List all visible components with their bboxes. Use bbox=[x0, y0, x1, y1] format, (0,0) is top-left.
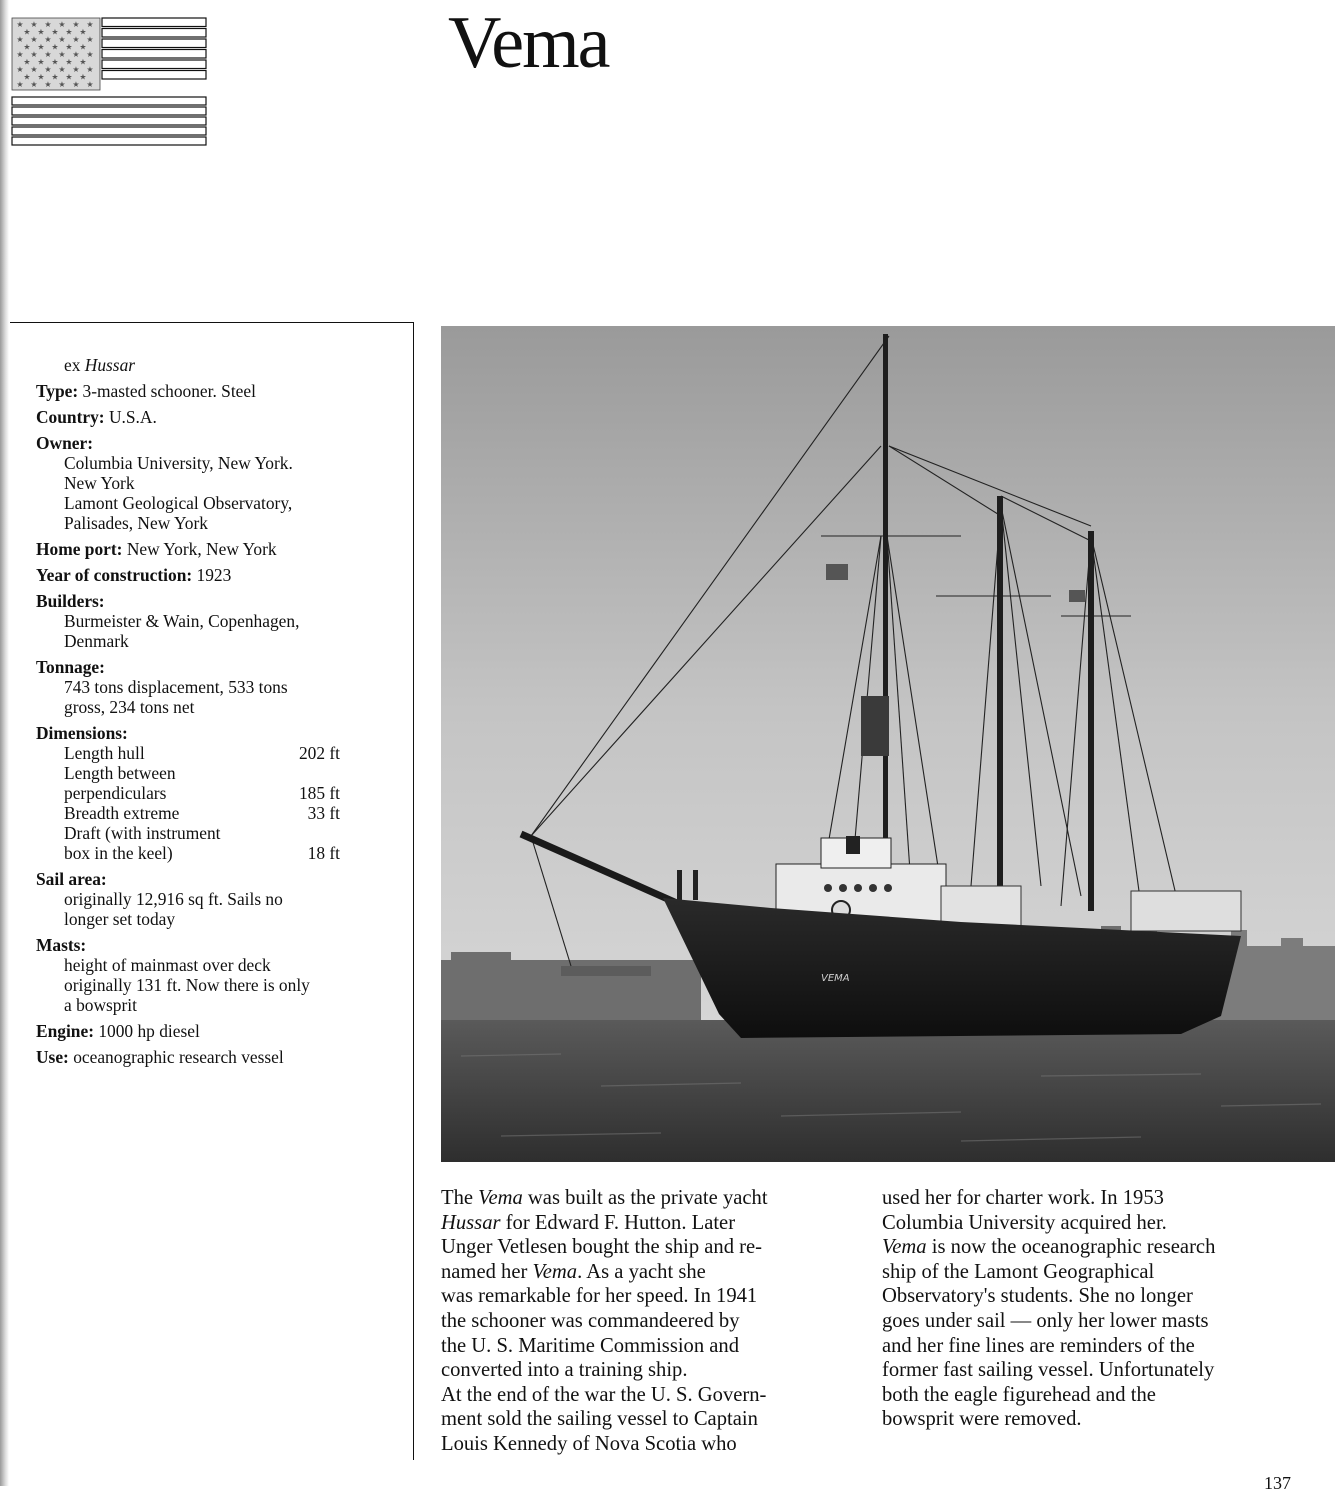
body-line: used her for charter work. In 1953 bbox=[882, 1187, 1164, 1209]
star-icon: ★ bbox=[86, 80, 94, 89]
spec-dimensions bbox=[36, 723, 376, 863]
star-icon: ★ bbox=[44, 35, 52, 44]
dimension-row bbox=[64, 843, 340, 863]
body-line: Observatory's students. She no longer bbox=[882, 1285, 1193, 1308]
body-line: Hussar for Edward F. Hutton. Later bbox=[441, 1211, 736, 1234]
star-icon: ★ bbox=[79, 72, 87, 82]
spec-builders bbox=[36, 591, 376, 651]
dimension-label: box in the keel) bbox=[64, 843, 173, 863]
spec-builders-line: Burmeister & Wain, Copenhagen, bbox=[64, 611, 300, 631]
spec-owner bbox=[36, 433, 376, 533]
star-icon: ★ bbox=[51, 27, 59, 37]
dimension-row bbox=[64, 803, 340, 823]
body-text-column-2 bbox=[882, 1186, 1292, 1432]
spec-use-value: oceanographic research vessel bbox=[73, 1047, 284, 1067]
dimensions-table bbox=[36, 743, 376, 863]
spec-masts-line: height of mainmast over deck bbox=[64, 955, 271, 975]
spec-type-label: Type: bbox=[36, 381, 79, 401]
spec-engine bbox=[36, 1021, 376, 1041]
star-icon: ★ bbox=[51, 57, 59, 67]
body-line: ship of the Lamont Geographical bbox=[882, 1260, 1155, 1283]
star-icon: ★ bbox=[44, 20, 52, 29]
spec-use bbox=[36, 1047, 376, 1067]
spec-type-value: 3-masted schooner. Steel bbox=[82, 381, 256, 401]
star-icon: ★ bbox=[65, 27, 73, 37]
mizzen-flag bbox=[1069, 590, 1085, 602]
star-icon: ★ bbox=[44, 65, 52, 74]
dimension-value: 18 ft bbox=[307, 843, 340, 863]
star-icon: ★ bbox=[37, 57, 45, 67]
star-icon: ★ bbox=[79, 42, 87, 52]
spec-country-label: Country: bbox=[36, 407, 105, 427]
spec-sail-area-label: Sail area: bbox=[36, 869, 107, 889]
spec-home-port-value: New York, New York bbox=[126, 539, 277, 559]
star-icon: ★ bbox=[23, 27, 31, 37]
star-icon: ★ bbox=[37, 72, 45, 82]
spec-type bbox=[36, 381, 376, 401]
water bbox=[441, 1020, 1335, 1162]
body-line: At the end of the war the U. S. Govern- bbox=[441, 1383, 767, 1406]
body-line: both the eagle figurehead and the bbox=[882, 1383, 1156, 1406]
spec-sail-area bbox=[36, 869, 376, 929]
stern-flag bbox=[826, 564, 848, 580]
body-line: named her Vema. As a yacht she bbox=[441, 1260, 706, 1283]
star-icon: ★ bbox=[30, 35, 38, 44]
hull-name-label: VEMA bbox=[821, 973, 850, 984]
star-icon: ★ bbox=[58, 80, 66, 89]
spec-home-port-label: Home port: bbox=[36, 539, 123, 559]
dimension-label: Draft (with instrument bbox=[64, 823, 221, 843]
star-icon: ★ bbox=[72, 20, 80, 29]
body-line: goes under sail — only her lower masts bbox=[882, 1309, 1209, 1332]
star-icon: ★ bbox=[72, 35, 80, 44]
spec-owner-line: Lamont Geological Observatory, bbox=[64, 493, 293, 513]
body-line: The Vema was built as the private yacht bbox=[441, 1187, 768, 1209]
star-icon: ★ bbox=[16, 20, 24, 29]
star-icon: ★ bbox=[51, 42, 59, 52]
star-icon: ★ bbox=[51, 72, 59, 82]
spec-home-port bbox=[36, 539, 376, 559]
star-icon: ★ bbox=[65, 42, 73, 52]
spec-year-label: Year of construction: bbox=[36, 565, 193, 585]
spec-owner-line: Palisades, New York bbox=[64, 513, 208, 533]
star-icon: ★ bbox=[72, 50, 80, 59]
spec-sail-area-line: longer set today bbox=[64, 909, 176, 929]
specification-box bbox=[10, 322, 414, 1460]
dimension-row bbox=[64, 823, 340, 843]
dimension-value: 33 ft bbox=[307, 803, 340, 823]
body-line: Vema is now the oceanographic research bbox=[882, 1236, 1216, 1259]
dimension-value: 185 ft bbox=[298, 783, 340, 803]
spec-engine-value: 1000 hp diesel bbox=[98, 1021, 200, 1041]
star-icon: ★ bbox=[37, 42, 45, 52]
body-line: Louis Kennedy of Nova Scotia who bbox=[441, 1432, 737, 1455]
spec-engine-label: Engine: bbox=[36, 1021, 94, 1041]
star-icon: ★ bbox=[44, 80, 52, 89]
body-text-column-1 bbox=[441, 1186, 851, 1457]
star-icon: ★ bbox=[16, 35, 24, 44]
star-icon: ★ bbox=[65, 72, 73, 82]
spec-tonnage bbox=[36, 657, 376, 717]
star-icon: ★ bbox=[23, 57, 31, 67]
us-flag-icon bbox=[10, 16, 208, 147]
schooner-illustration bbox=[441, 326, 1335, 1162]
star-icon: ★ bbox=[58, 65, 66, 74]
spec-country bbox=[36, 407, 376, 427]
dimension-row bbox=[64, 743, 340, 763]
spec-tonnage-line: gross, 234 tons net bbox=[64, 697, 195, 717]
page-spine-shadow bbox=[0, 0, 9, 1486]
body-line: the U. S. Maritime Commission and bbox=[441, 1334, 740, 1357]
body-line: ment sold the sailing vessel to Captain bbox=[441, 1408, 758, 1431]
spec-owner-label: Owner: bbox=[36, 433, 93, 453]
star-icon: ★ bbox=[79, 27, 87, 37]
spec-builders-label: Builders: bbox=[36, 591, 105, 611]
star-icon: ★ bbox=[16, 80, 24, 89]
body-line: was remarkable for her speed. In 1941 bbox=[441, 1285, 758, 1308]
star-icon: ★ bbox=[86, 50, 94, 59]
star-icon: ★ bbox=[58, 50, 66, 59]
specification-list bbox=[36, 355, 376, 1073]
dimension-row bbox=[64, 783, 340, 803]
body-line: the schooner was commandeered by bbox=[441, 1309, 740, 1332]
star-icon: ★ bbox=[16, 65, 24, 74]
star-icon: ★ bbox=[86, 20, 94, 29]
body-line: Unger Vetlesen bought the ship and re- bbox=[441, 1236, 763, 1259]
star-icon: ★ bbox=[86, 35, 94, 44]
star-icon: ★ bbox=[30, 65, 38, 74]
spec-sail-area-line: originally 12,916 sq ft. Sails no bbox=[64, 889, 283, 909]
spec-masts-line: originally 131 ft. Now there is only bbox=[64, 975, 310, 995]
star-icon: ★ bbox=[23, 72, 31, 82]
body-line: former fast sailing vessel. Unfortunately bbox=[882, 1359, 1215, 1382]
spec-use-label: Use: bbox=[36, 1047, 69, 1067]
star-icon: ★ bbox=[72, 65, 80, 74]
star-icon: ★ bbox=[23, 42, 31, 52]
spec-dimensions-label: Dimensions: bbox=[36, 723, 128, 743]
star-icon: ★ bbox=[44, 50, 52, 59]
spec-year bbox=[36, 565, 376, 585]
star-icon: ★ bbox=[37, 27, 45, 37]
spec-masts-line: a bowsprit bbox=[64, 995, 137, 1015]
star-icon: ★ bbox=[30, 80, 38, 89]
spec-owner-line: Columbia University, New York. bbox=[64, 453, 293, 473]
ship-photograph bbox=[441, 326, 1335, 1162]
star-icon: ★ bbox=[58, 35, 66, 44]
spec-country-value: U.S.A. bbox=[108, 407, 157, 427]
dimension-value: 202 ft bbox=[298, 743, 340, 763]
body-line: converted into a training ship. bbox=[441, 1359, 688, 1382]
dimension-label: Breadth extreme bbox=[64, 803, 180, 823]
star-icon: ★ bbox=[86, 65, 94, 74]
body-line: bowsprit were removed. bbox=[882, 1408, 1082, 1431]
star-icon: ★ bbox=[58, 20, 66, 29]
star-icon: ★ bbox=[65, 57, 73, 67]
former-name-value: Hussar bbox=[84, 355, 136, 375]
body-line: and her fine lines are reminders of the bbox=[882, 1334, 1195, 1357]
spec-builders-line: Denmark bbox=[64, 631, 129, 651]
dimension-row bbox=[64, 763, 340, 783]
spec-year-value: 1923 bbox=[196, 565, 232, 585]
page-number: 137 bbox=[1264, 1473, 1291, 1493]
ex-prefix: ex bbox=[64, 355, 81, 375]
spec-tonnage-label: Tonnage: bbox=[36, 657, 105, 677]
star-icon: ★ bbox=[30, 20, 38, 29]
star-icon: ★ bbox=[79, 57, 87, 67]
star-icon: ★ bbox=[72, 80, 80, 89]
dimension-label: Length hull bbox=[64, 743, 145, 763]
star-icon: ★ bbox=[30, 50, 38, 59]
body-line: Columbia University acquired her. bbox=[882, 1211, 1167, 1234]
former-name bbox=[36, 355, 376, 375]
spec-tonnage-line: 743 tons displacement, 533 tons bbox=[64, 677, 288, 697]
spec-owner-line: New York bbox=[64, 473, 135, 493]
dimension-label: Length between bbox=[64, 763, 176, 783]
star-icon: ★ bbox=[16, 50, 24, 59]
dimension-label: perpendiculars bbox=[64, 783, 167, 803]
spec-masts-label: Masts: bbox=[36, 935, 87, 955]
spec-masts bbox=[36, 935, 376, 1015]
page-title: Vema bbox=[448, 2, 609, 84]
